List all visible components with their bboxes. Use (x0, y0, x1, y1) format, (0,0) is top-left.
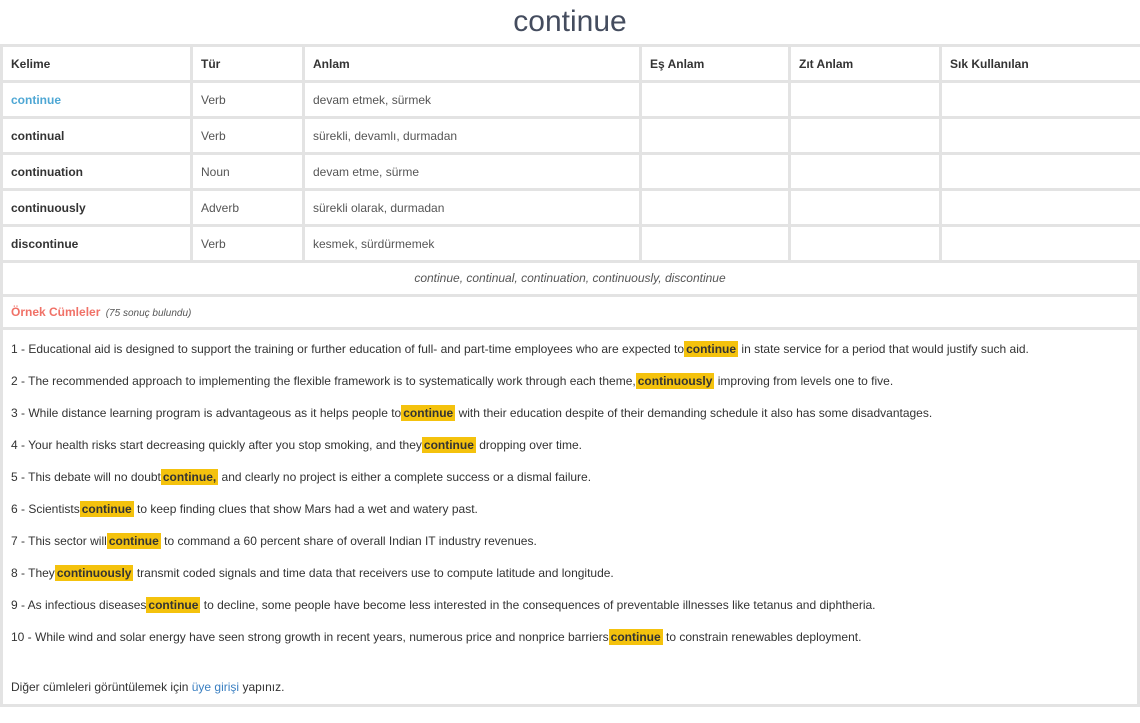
word-link[interactable]: continual (3, 119, 190, 152)
word-link[interactable]: continue (3, 83, 190, 116)
word-family-list: continue, continual, continuation, continuously, discontinue (3, 263, 1137, 294)
example-sentence (11, 528, 1129, 560)
example-sentence (11, 432, 1129, 464)
sentence-text: 9 - As infectious diseases (11, 598, 147, 612)
sentence-text: 1 - Educational aid is designed to support the training or further education of full- and part-time employees who are expected to (11, 342, 685, 356)
word-common (942, 119, 1140, 152)
sentence-text: to keep finding clues that show Mars had a wet and watery past. (133, 502, 478, 516)
header-antonym: Zıt Anlam (791, 47, 939, 80)
sentence-text: 5 - This debate will no doubt (11, 470, 161, 484)
example-sentence (11, 592, 1129, 624)
sentence-text: transmit coded signals and time data that receivers use to compute latitude and longitude. (133, 566, 614, 580)
word-antonym (791, 191, 939, 224)
login-link[interactable]: üye girişi (191, 680, 240, 694)
word-type: Verb (193, 83, 302, 116)
login-prompt-text: yapınız. (239, 680, 285, 694)
word-synonym (642, 191, 788, 224)
word-link[interactable]: continuously (3, 191, 190, 224)
word-meaning: kesmek, sürdürmemek (305, 227, 639, 260)
example-sentence (11, 368, 1129, 400)
sentence-text: to decline, some people have become less interested in the consequences of preventable illnesses like tetanus and diphtheria. (200, 598, 876, 612)
example-sentence (11, 496, 1129, 528)
examples-header-row (0, 297, 1140, 330)
word-antonym (791, 119, 939, 152)
highlighted-word: continue (686, 342, 737, 356)
table-row (3, 191, 1140, 224)
example-sentence (11, 464, 1129, 496)
word-type: Verb (193, 119, 302, 152)
highlighted-word: continue (108, 534, 159, 548)
results-frame (0, 44, 1140, 707)
highlighted-word: continue (403, 406, 454, 420)
examples-header (3, 297, 1137, 327)
table-row (3, 83, 1140, 116)
header-common: Sık Kullanılan (942, 47, 1140, 80)
header-word: Kelime (3, 47, 190, 80)
login-prompt (11, 680, 284, 694)
highlighted-word: continue (423, 438, 474, 452)
word-synonym (642, 155, 788, 188)
word-list-row (0, 263, 1140, 297)
table-row (3, 155, 1140, 188)
word-antonym (791, 227, 939, 260)
highlighted-word: continue (148, 598, 199, 612)
word-meaning: sürekli, devamlı, durmadan (305, 119, 639, 152)
word-type: Noun (193, 155, 302, 188)
word-synonym (642, 83, 788, 116)
word-type: Verb (193, 227, 302, 260)
sentence-text: in state service for a period that would justify such aid. (738, 342, 1029, 356)
highlighted-word: continue (81, 502, 132, 516)
example-sentence (11, 336, 1129, 368)
example-sentence (11, 624, 1129, 656)
highlighted-word: continue (610, 630, 661, 644)
word-link[interactable]: discontinue (3, 227, 190, 260)
word-type: Adverb (193, 191, 302, 224)
header-synonym: Eş Anlam (642, 47, 788, 80)
example-sentence (11, 400, 1129, 432)
sentence-text: to constrain renewables deployment. (662, 630, 862, 644)
table-row (3, 227, 1140, 260)
sentence-text: and clearly no project is either a complete success or a dismal failure. (218, 470, 592, 484)
word-antonym (791, 83, 939, 116)
example-sentence (11, 560, 1129, 592)
word-synonym (642, 227, 788, 260)
word-meaning: devam etme, sürme (305, 155, 639, 188)
highlighted-word: continue, (162, 470, 217, 484)
examples-count: (75 sonuç bulundu) (105, 308, 192, 319)
sentence-text: 6 - Scientists (11, 502, 80, 516)
sentence-text: 8 - They (11, 566, 55, 580)
sentence-text: 7 - This sector will (11, 534, 107, 548)
sentence-text: dropping over time. (475, 438, 582, 452)
sentence-text: to command a 60 percent share of overall Indian IT industry revenues. (160, 534, 537, 548)
header-type: Tür (193, 47, 302, 80)
word-link[interactable]: continuation (3, 155, 190, 188)
word-antonym (791, 155, 939, 188)
highlighted-word: continuously (56, 566, 132, 580)
page-title: continue (513, 5, 627, 38)
table-header-row (3, 47, 1140, 80)
sentence-text: 4 - Your health risks start decreasing quickly after you stop smoking, and they (11, 438, 422, 452)
table-row (3, 119, 1140, 152)
word-common (942, 227, 1140, 260)
sentence-text: improving from levels one to five. (714, 374, 894, 388)
highlighted-word: continuously (637, 374, 713, 388)
sentence-text: 10 - While wind and solar energy have seen strong growth in recent years, numerous price and nonprice barriers (11, 630, 609, 644)
example-sentences (3, 330, 1137, 704)
word-synonym (642, 119, 788, 152)
word-common (942, 83, 1140, 116)
sentences-row (0, 330, 1140, 707)
word-meaning: devam etmek, sürmek (305, 83, 639, 116)
sentence-text: with their education despite of their demanding schedule it also has some disadvantages. (455, 406, 933, 420)
examples-title: Örnek Cümleler (11, 305, 101, 319)
sentence-text: 2 - The recommended approach to implementing the flexible framework is to systematically work through each theme, (11, 374, 636, 388)
sentence-text: 3 - While distance learning program is advantageous as it helps people to (11, 406, 402, 420)
word-meaning: sürekli olarak, durmadan (305, 191, 639, 224)
word-common (942, 191, 1140, 224)
login-prompt-text: Diğer cümleleri görüntülemek için (11, 680, 192, 694)
word-table (0, 44, 1140, 263)
header-meaning: Anlam (305, 47, 639, 80)
word-common (942, 155, 1140, 188)
